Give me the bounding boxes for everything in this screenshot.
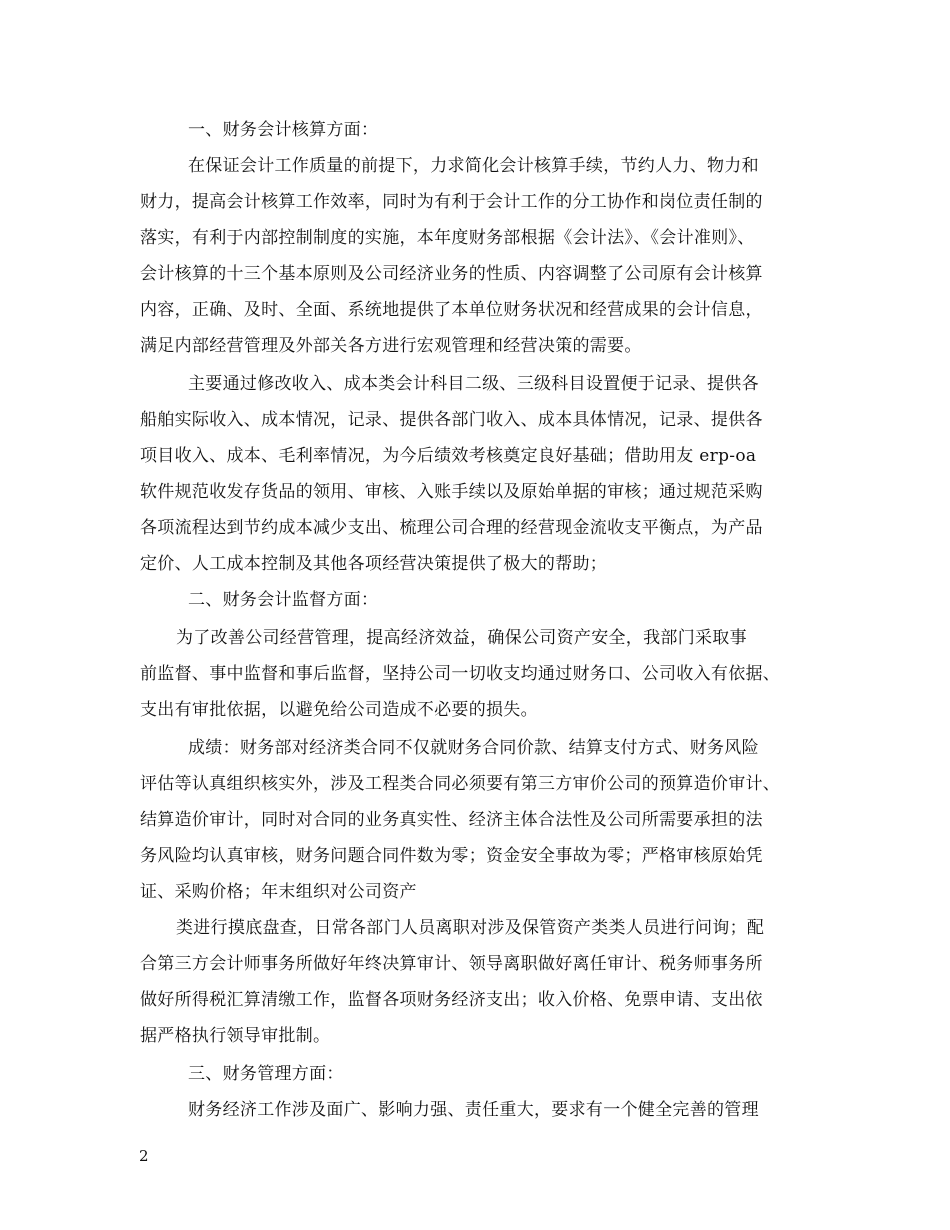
paragraph-line: 定价、人工成本控制及其他各项经营决策提供了极大的帮助； xyxy=(140,554,608,574)
paragraph-line: 会计核算的十三个基本原则及公司经济业务的性质、内容调整了公司原有会计核算 xyxy=(140,264,763,284)
paragraph-line: 务风险均认真审核，财务问题合同件数为零；资金安全事故为零；严格审核原始凭 xyxy=(140,846,763,866)
section-heading-supervision: 二、财务会计监督方面： xyxy=(188,590,379,610)
paragraph-line: 支出有审批依据，以避免给公司造成不必要的损失。 xyxy=(140,700,538,720)
paragraph-line: 各项流程达到节约成本减少支出、梳理公司合理的经营现金流收支平衡点，为产品 xyxy=(140,518,763,538)
paragraph-line: 项目收入、成本、毛利率情况，为今后绩效考核奠定良好基础；借助用友 erp-oa xyxy=(140,446,757,466)
section-heading-accounting: 一、财务会计核算方面： xyxy=(188,120,379,140)
paragraph-line: 主要通过修改收入、成本类会计科目二级、三级科目设置便于记录、提供各 xyxy=(188,374,759,394)
paragraph-line: 满足内部经营管理及外部关各方进行宏观管理和经营决策的需要。 xyxy=(140,336,642,356)
paragraph-line: 类进行摸底盘查，日常各部门人员离职对涉及保管资产类类人员进行问询；配 xyxy=(176,918,765,938)
paragraph-line: 前监督、事中监督和事后监督，坚持公司一切收支均通过财务口、公司收入有依据、 xyxy=(140,664,781,684)
page-number: 2 xyxy=(139,1147,149,1165)
paragraph-line: 评估等认真组织核实外，涉及工程类合同必须要有第三方审价公司的预算造价审计、 xyxy=(140,774,781,794)
paragraph-line: 船舶实际收入、成本情况，记录、提供各部门收入、成本具体情况，记录、提供各 xyxy=(140,410,763,430)
paragraph-line: 合第三方会计师事务所做好年终决算审计、领导离职做好离任审计、税务师事务所 xyxy=(140,954,763,974)
paragraph-line: 结算造价审计，同时对合同的业务真实性、经济主体合法性及公司所需要承担的法 xyxy=(140,810,763,830)
paragraph-line: 内容，正确、及时、全面、系统地提供了本单位财务状况和经营成果的会计信息， xyxy=(140,300,763,320)
paragraph-line: 为了改善公司经营管理，提高经济效益，确保公司资产安全，我部门采取事 xyxy=(176,628,747,648)
paragraph-line: 落实，有利于内部控制制度的实施，本年度财务部根据《会计法》、《会计准则》、 xyxy=(140,228,755,248)
paragraph-line: 据严格执行领导审批制。 xyxy=(140,1026,331,1046)
paragraph-line: 证、采购价格；年末组织对公司资产 xyxy=(140,882,417,902)
paragraph-line: 财务经济工作涉及面广、影响力强、责任重大，要求有一个健全完善的管理 xyxy=(188,1100,759,1120)
section-heading-management: 三、财务管理方面： xyxy=(188,1064,344,1084)
paragraph-line: 做好所得税汇算清缴工作，监督各项财务经济支出；收入价格、免票申请、支出依 xyxy=(140,990,763,1010)
paragraph-line: 成绩：财务部对经济类合同不仅就财务合同价款、结算支付方式、财务风险 xyxy=(188,738,759,758)
paragraph-line: 在保证会计工作质量的前提下，力求简化会计核算手续，节约人力、物力和 xyxy=(188,156,759,176)
paragraph-line: 财力，提高会计核算工作效率，同时为有利于会计工作的分工协作和岗位责任制的 xyxy=(140,192,763,212)
paragraph-line: 软件规范收发存货品的领用、审核、入账手续以及原始单据的审核；通过规范采购 xyxy=(140,482,763,502)
